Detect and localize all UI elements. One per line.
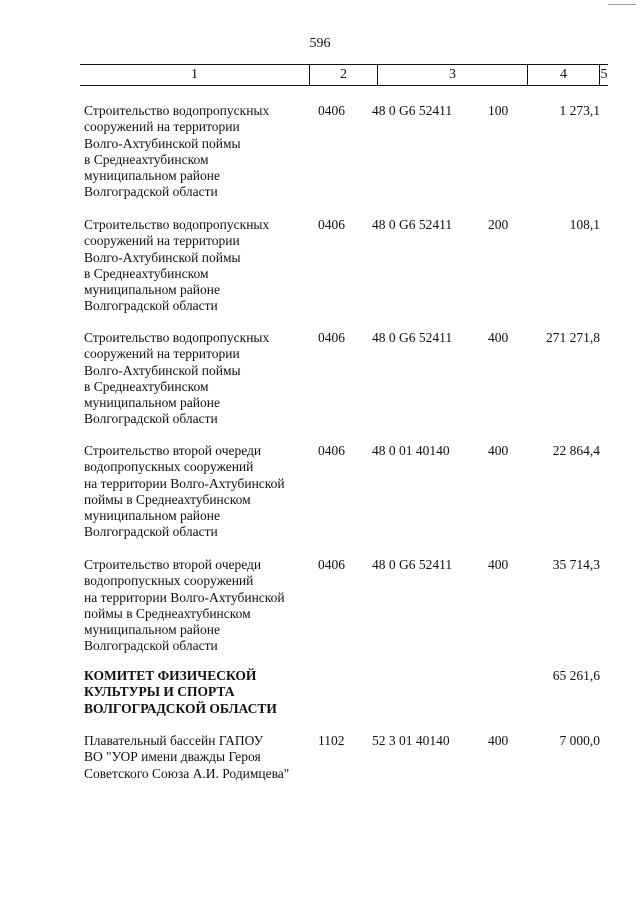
- header-col-1: 1: [80, 65, 310, 85]
- page-number: 596: [309, 36, 331, 51]
- header-col-3: 3: [378, 65, 528, 85]
- row-expense-type: 100: [488, 103, 509, 118]
- row-name: Строительство второй очереди водопропускных сооружений на территории Волго-Ахтубинской поймы в Среднеахтубинском муниципальном районе Волгоградской области: [84, 557, 285, 654]
- row-expense-type: 400: [488, 557, 509, 572]
- row-name: Плавательный бассейн ГАПОУ ВО "УОР имени дважды Героя Советского Союза А.И. Родимцева": [84, 733, 290, 781]
- row-name: Строительство водопропускных сооружений на территории Волго-Ахтубинской поймы в Среднеахтубинском муниципальном районе Волгоградской области: [84, 217, 270, 314]
- row-amount: 1 273,1: [559, 103, 600, 118]
- row-amount: 22 864,4: [552, 443, 600, 458]
- corner-scan-mark: [608, 4, 636, 5]
- row-name: КОМИТЕТ ФИЗИЧЕСКОЙ КУЛЬТУРЫ И СПОРТА ВОЛГОГРАДСКОЙ ОБЛАСТИ: [84, 668, 277, 716]
- row-amount: 108,1: [569, 217, 600, 232]
- row-target-code: 52 3 01 40140: [372, 733, 450, 748]
- row-amount: 65 261,6: [552, 668, 600, 683]
- row-target-code: 48 0 G6 52411: [372, 103, 453, 118]
- row-expense-type: 400: [488, 330, 509, 345]
- row-section-code: 0406: [318, 443, 345, 458]
- row-target-code: 48 0 G6 52411: [372, 217, 453, 232]
- row-amount: 271 271,8: [546, 330, 600, 345]
- header-col-2: 2: [310, 65, 378, 85]
- row-section-code: 0406: [318, 330, 345, 345]
- row-target-code: 48 0 01 40140: [372, 443, 450, 458]
- header-col-5: 5: [600, 67, 608, 82]
- row-name: Строительство второй очереди водопропускных сооружений на территории Волго-Ахтубинской поймы в Среднеахтубинском муниципальном районе Волгоградской области: [84, 443, 285, 540]
- row-expense-type: 400: [488, 733, 509, 748]
- row-section-code: 0406: [318, 557, 345, 572]
- row-expense-type: 200: [488, 217, 509, 232]
- row-name: Строительство водопропускных сооружений на территории Волго-Ахтубинской поймы в Среднеахтубинском муниципальном районе Волгоградской области: [84, 103, 270, 200]
- row-name: Строительство водопропускных сооружений на территории Волго-Ахтубинской поймы в Среднеахтубинском муниципальном районе Волгоградской области: [84, 330, 270, 427]
- row-target-code: 48 0 G6 52411: [372, 330, 453, 345]
- row-amount: 7 000,0: [559, 733, 600, 748]
- row-section-code: 1102: [318, 733, 345, 748]
- row-section-code: 0406: [318, 103, 345, 118]
- row-target-code: 48 0 G6 52411: [372, 557, 453, 572]
- row-section-code: 0406: [318, 217, 345, 232]
- row-expense-type: 400: [488, 443, 509, 458]
- table-header: [80, 64, 608, 86]
- row-amount: 35 714,3: [552, 557, 600, 572]
- header-col-4: 4: [528, 65, 600, 85]
